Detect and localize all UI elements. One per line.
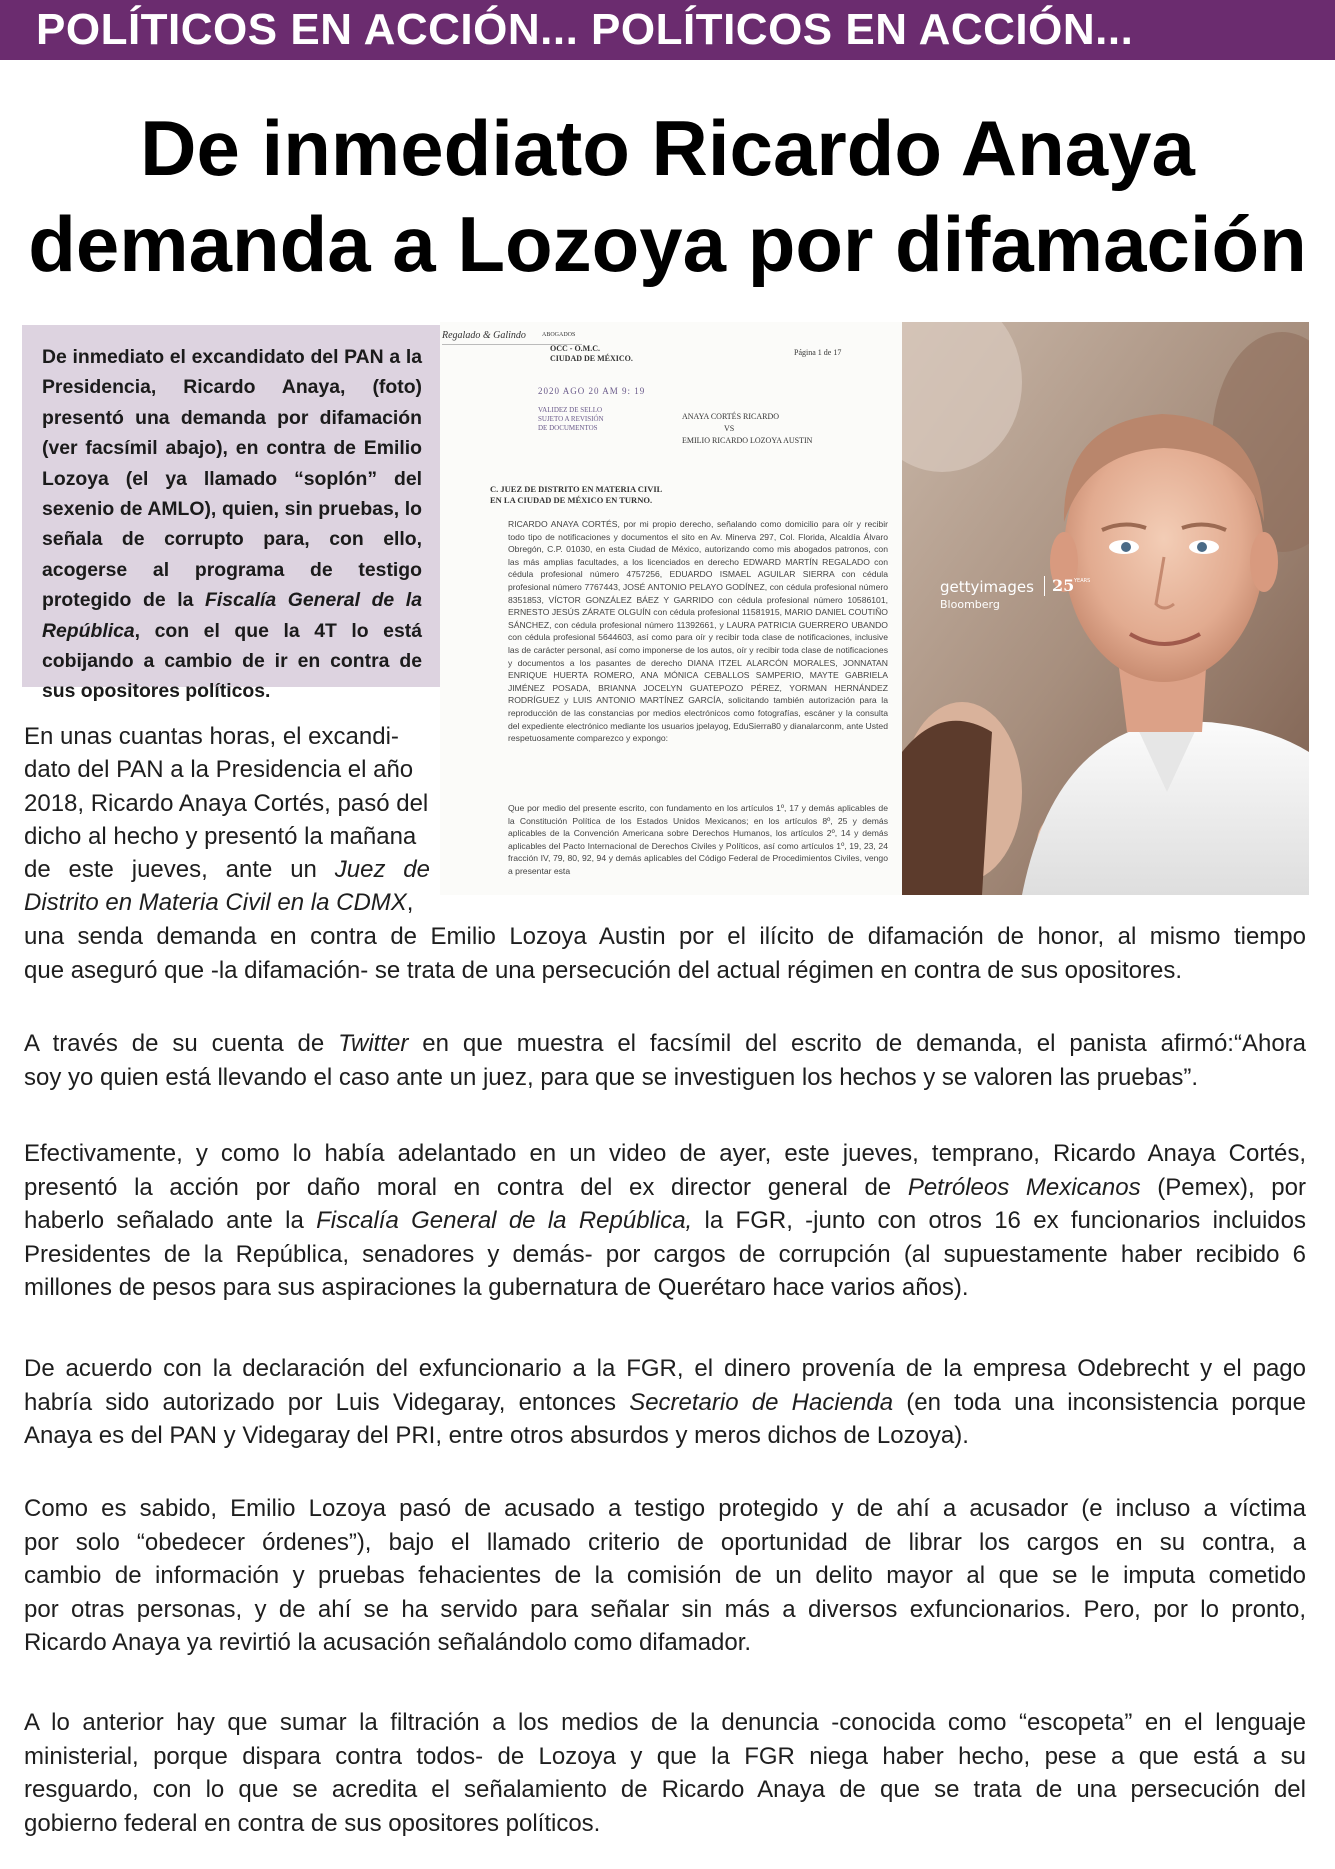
facsimile-stamp-date: 2020 AGO 20 AM 9: 19: [538, 386, 646, 396]
paragraph-6-line-1: A lo anterior hay que sumar la filtración a los medios de la denuncia -conocida como “escopeta” en el lenguaje: [24, 1709, 1306, 1736]
facsimile-stamp-1: VALIDEZ DE SELLO: [538, 406, 603, 414]
paragraph-2-text-a: A través de su cuenta de: [24, 1030, 339, 1057]
facsimile-party-vs: VS: [724, 424, 735, 433]
paragraph-3-line-5: millones de pesos para sus aspiraciones la gubernatura de Querétaro hace varios años).: [24, 1274, 969, 1301]
paragraph-2-italic-twitter: Twitter: [338, 1030, 409, 1057]
paragraph-5-line-5: Ricardo Anaya ya revirtió la acusación señalándolo como difamador.: [24, 1629, 752, 1656]
paragraph-5: [24, 1492, 1306, 1660]
paragraph-3-italic-fgr: Fiscalía General de la República,: [316, 1207, 693, 1234]
intro-line-6: [24, 886, 430, 919]
section-banner-text: POLÍTICOS EN ACCIÓN... POLÍTICOS EN ACCIÓN...: [36, 5, 1134, 54]
paragraph-3: [24, 1137, 1306, 1305]
paragraph-6-line-4: gobierno federal en contra de sus opositores políticos.: [24, 1809, 601, 1837]
paragraph-4-italic-hacienda: Secretario de Hacienda: [629, 1388, 894, 1416]
facsimile-body-2: Que por medio del presente escrito, con fundamento en los artículos 1º, 17 y demás aplicables de la Constitución Política de los Estados Unidos Mexicanos; en los artículos 8º, 25 y demás aplicables de la Convención Americana sobre Derechos Humanos, los artículos 2º, 14 y demás aplicables del Pacto Internacional de Derechos Civiles y Políticos, así como artículos 1º, 19, 23, 24 fracción IV, 79, 80, 92, 94 y demás aplicables del Código Federal de Procedimientos Civiles, vengo a presentar esta: [508, 803, 888, 876]
lede-part-b-italic: Fiscalía General de la República: [42, 589, 422, 642]
paragraph-4-line-1: De acuerdo con la declaración del exfuncionario a la FGR, el dinero provenía de la empresa Odebrecht y el pago: [24, 1355, 1306, 1382]
facsimile-addressee-1: OCC - O.M.C.: [550, 344, 600, 353]
paragraph-3-line-3-a: haberlo señalado ante la: [24, 1207, 317, 1234]
paragraph-4: [24, 1352, 1306, 1453]
intro-line-5: [24, 853, 430, 886]
photo-credit-source: Bloomberg: [940, 598, 1000, 611]
intro-line-2: dato del PAN a la Presidencia el año: [24, 756, 414, 784]
paragraph-5-line-1: Como es sabido, Emilio Lozoya pasó de acusado a testigo protegido y de ahí a acusador (e incluso a víctima: [24, 1495, 1306, 1522]
paragraph-5-line-2: por solo “obedecer órdenes”), bajo el llamado criterio de oportunidad de librar los cargos en su contra, a: [24, 1528, 1306, 1556]
paragraph-4-line-2-a: habría sido autorizado por Luis Videgaray, entonces: [24, 1388, 630, 1416]
intro-line-5-italic: Juez de: [334, 856, 430, 884]
facsimile-party-2: EMILIO RICARDO LOZOYA AUSTIN: [682, 436, 813, 445]
paragraph-3-line-2: [24, 1171, 1306, 1205]
paragraph-3-line-4: Presidentes de la República, senadores y demás- por cargos de corrupción (al supuestamente haber recibido 6: [24, 1240, 1306, 1268]
paragraph-1: [24, 920, 1306, 987]
paragraph-6-line-3: resguardo, con lo que se acredita el señalamiento de Ricardo Anaya de que se trata de una persecución del: [24, 1776, 1306, 1803]
headline-line-2: demanda a Lozoya por difamación: [28, 200, 1307, 288]
lede-box: [22, 325, 442, 703]
intro-line-1: En unas cuantas horas, el excandi-: [24, 723, 399, 750]
intro-line-6-plain: ,: [406, 889, 414, 917]
paragraph-3-line-3: [24, 1204, 1306, 1238]
facsimile-court-2: EN LA CIUDAD DE MÉXICO EN TURNO.: [490, 495, 653, 505]
intro-line-5-plain: de este jueves, ante un: [24, 856, 335, 884]
facsimile-firm-sub: ABOGADOS: [542, 332, 576, 338]
paragraph-2-line-1: [24, 1027, 1306, 1061]
intro-line-6-italic: Distrito en Materia Civil en la CDMX: [24, 889, 407, 917]
ricardo-anaya-photo: [902, 322, 1309, 895]
section-banner: [0, 0, 1335, 60]
paragraph-6-line-2: ministerial, porque dispara contra todos- de Lozoya y que la FGR niega haber hecho, pese a que está a su: [24, 1742, 1306, 1770]
paragraph-3-line-3-c: la FGR, -junto con otros 16 ex funcionarios incluidos: [692, 1207, 1306, 1234]
paragraph-2-text-c: en que muestra el facsímil del escrito de demanda, el panista afirmó:“Ahora: [408, 1030, 1307, 1057]
facsimile-court-1: C. JUEZ DE DISTRITO EN MATERIA CIVIL: [490, 484, 663, 494]
photo-credit-brand: gettyimages: [940, 578, 1034, 596]
facsimile-body-1: RICARDO ANAYA CORTÉS, por mi propio derecho, señalando como domicilio para oír y recibir todo tipo de notificaciones y documentos el sito en Av. Minerva 297, Col. Florida, Alcaldía Álvaro Obregón, C.P. 01030, en esta Ciudad de México, autorizando como mis abogados patronos, con las más amplias facultades, a los licenciados en derecho EDWARD MARTÍN REGALADO con cédula profesional número 4757256, EDUARDO ISMAEL AGUILAR SIERRA con cédula profesional número 7767443, JOSÉ ANTONIO PELAYO GODÍNEZ, con cédula profesional número 8351853, VÍCTOR GONZÁLEZ BÁEZ Y GARRIDO con cédula profesional número 10586101, ERNESTO JESÚS ZÁRATE OLGUÍN con cédula profesional 11581915, MARIO DANIEL COUTIÑO SÁNCHEZ, con cédula profesional número 11392661, y LAURA PATRICIA GUERRERO UBANDO con cédula profesional 5644603, así como para oír y recibir toda clase de notificaciones, inclusive las de carácter personal, así como imponerse de los autos, oír y recibir toda clase de notificaciones y documentos a los pasantes de derecho DIANA ITZEL ALARCÓN MORALES, JONNATAN ENRIQUE HUERTA ROMERO, ANA MÓNICA CEBALLOS SAMPERIO, MAYTE GABRIELA JIMÉNEZ POSADA, BRIANNA JOCELYN GUATEPOZO PÉREZ, YORMAN HERNÁNDEZ RODRÍGUEZ y LUIS ANTONIO MARTÍNEZ GARCÍA, solicitando también autorización para la reproducción de las constancias por medios electrónicos como fotografías, escáner y la consulta del expediente electrónico mediante los usuarios jpelayog, EduSierra80 y dianalarconm, ante Usted respetuosamente comparezco y expongo:: [508, 519, 888, 744]
facsimile-party-1: ANAYA CORTÉS RICARDO: [682, 412, 780, 421]
paragraph-4-line-2-c: (en toda una inconsistencia porque: [893, 1388, 1306, 1416]
paragraph-4-line-3: Anaya es del PAN y Videgaray del PRI, entre otros absurdos y meros dichos de Lozoya).: [24, 1422, 969, 1449]
photo-credit-years: 25: [1052, 576, 1075, 595]
facsimile-stamp-3: DE DOCUMENTOS: [538, 424, 598, 432]
facsimile-page-number: Página 1 de 17: [794, 348, 842, 357]
paragraph-1-line-1: una senda demanda en contra de Emilio Lozoya Austin por el ilícito de difamación de honor, al mismo tiempo: [24, 923, 1306, 950]
facsimile-addressee-2: CIUDAD DE MÉXICO.: [550, 354, 633, 363]
paragraph-2-line-2: soy yo quien está llevando el caso ante un juez, para que se investiguen los hechos y se valoren las pruebas”.: [24, 1063, 1199, 1091]
lede-part-c: , con el que la 4T lo está cobijando a cambio de ir en contra de sus opositores políticos.: [42, 619, 422, 703]
lawsuit-facsimile: [440, 322, 903, 895]
paragraph-5-line-3: cambio de información y pruebas fehacientes de la comisión de un delito mayor al que se le imputa cometido: [24, 1562, 1306, 1589]
paragraph-2: [24, 1027, 1306, 1094]
headline: [0, 100, 1335, 292]
paragraph-3-line-2-c: (Pemex), por: [1140, 1173, 1306, 1201]
paragraph-5-line-4: por otras personas, y de ahí se ha servido para señalar sin más a diversos exfuncionarios. Pero, por lo pronto,: [24, 1595, 1306, 1623]
paragraph-6: [24, 1706, 1306, 1840]
photo-credit-years-label: YEARS: [1074, 578, 1091, 584]
paragraph-4-line-2: [24, 1386, 1306, 1420]
lede-text: [42, 342, 422, 707]
article-intro-column: [24, 720, 430, 920]
photo-credit-divider: [1044, 576, 1045, 596]
intro-line-4: dicho al hecho y presentó la mañana: [24, 822, 417, 850]
paragraph-3-italic-pemex: Petróleos Mexicanos: [907, 1173, 1141, 1201]
lede-part-a: De inmediato el excandidato del PAN a la Presidencia, Ricardo Anaya, (foto) presentó una demanda por difamación (ver facsímil abajo), en contra de Emilio Lozoya (el ya llamado “soplón” del sexenio de AMLO), quien, sin pruebas, lo señala de corrupto para, con ello, acogerse al programa de testigo protegido de la: [42, 346, 422, 612]
facsimile-firm: Regalado & Galindo: [442, 330, 526, 341]
facsimile-stamp-2: SUJETO A REVISIÓN: [538, 415, 604, 423]
paragraph-3-line-2-a: presentó la acción por daño moral en contra del ex director general de: [24, 1173, 908, 1201]
paragraph-3-line-1: Efectivamente, y como lo había adelantado en un video de ayer, este jueves, temprano, Ricardo Anaya Cortés,: [24, 1140, 1306, 1167]
headline-line-1: De inmediato Ricardo Anaya: [140, 104, 1195, 192]
paragraph-1-line-2: que aseguró que -la difamación- se trata de una persecución del actual régimen en contra de sus opositores.: [24, 956, 1183, 984]
intro-line-3: 2018, Ricardo Anaya Cortés, pasó del: [24, 789, 429, 817]
